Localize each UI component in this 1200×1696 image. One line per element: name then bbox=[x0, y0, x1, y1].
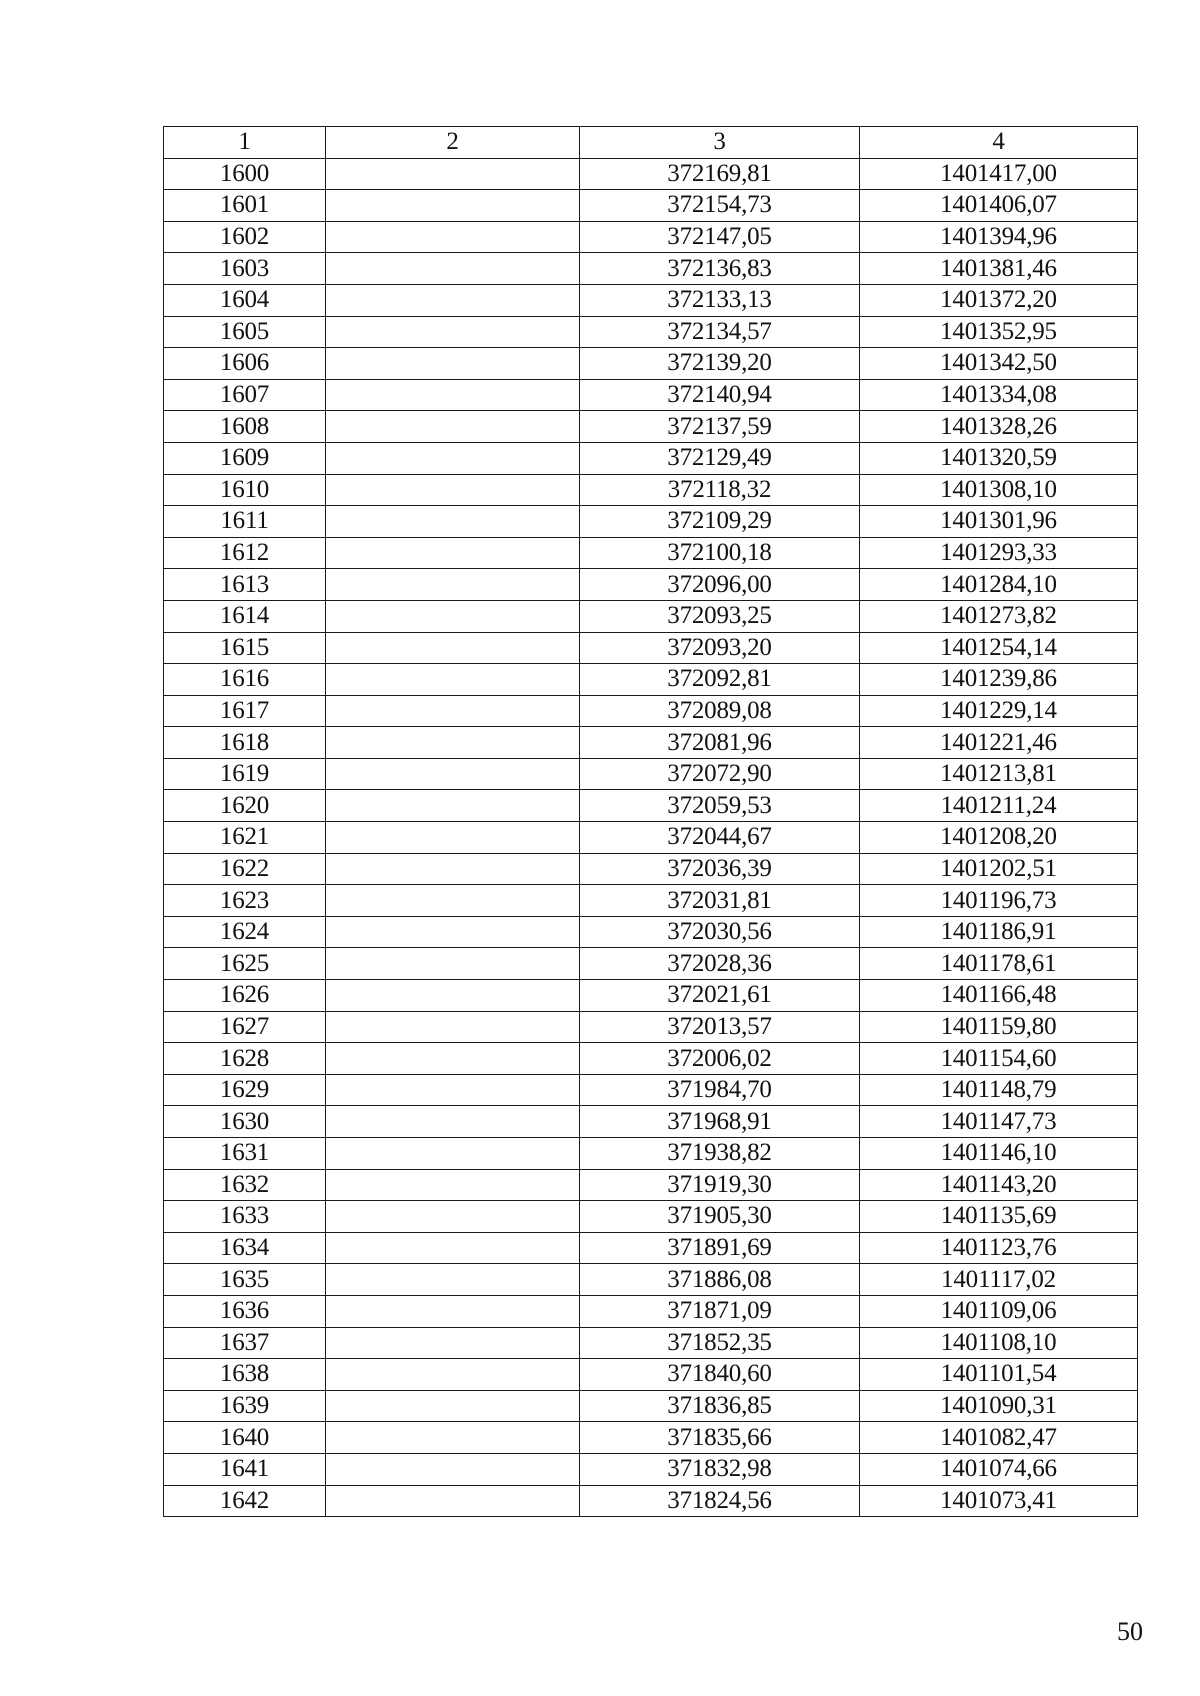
point-number-cell: 1621 bbox=[164, 822, 326, 854]
x-coordinate-cell: 372139,20 bbox=[580, 348, 860, 380]
y-coordinate-cell: 1401342,50 bbox=[860, 348, 1138, 380]
table-row bbox=[164, 948, 1138, 980]
table-row bbox=[164, 1043, 1138, 1075]
y-coordinate-cell: 1401166,48 bbox=[860, 980, 1138, 1012]
y-coordinate-cell: 1401196,73 bbox=[860, 885, 1138, 917]
x-coordinate-cell: 372081,96 bbox=[580, 727, 860, 759]
x-coordinate-cell: 371891,69 bbox=[580, 1232, 860, 1264]
y-coordinate-cell: 1401229,14 bbox=[860, 695, 1138, 727]
point-number-cell: 1635 bbox=[164, 1264, 326, 1296]
x-coordinate-cell: 372031,81 bbox=[580, 885, 860, 917]
table-row bbox=[164, 411, 1138, 443]
point-number-cell: 1630 bbox=[164, 1106, 326, 1138]
table-row bbox=[164, 822, 1138, 854]
table-row bbox=[164, 221, 1138, 253]
description-cell bbox=[326, 1011, 580, 1043]
table-row bbox=[164, 916, 1138, 948]
table-row bbox=[164, 1169, 1138, 1201]
point-number-cell: 1636 bbox=[164, 1295, 326, 1327]
x-coordinate-cell: 371852,35 bbox=[580, 1327, 860, 1359]
table-row bbox=[164, 474, 1138, 506]
y-coordinate-cell: 1401406,07 bbox=[860, 190, 1138, 222]
x-coordinate-cell: 372140,94 bbox=[580, 379, 860, 411]
x-coordinate-cell: 372137,59 bbox=[580, 411, 860, 443]
y-coordinate-cell: 1401108,10 bbox=[860, 1327, 1138, 1359]
x-coordinate-cell: 372129,49 bbox=[580, 442, 860, 474]
point-number-cell: 1637 bbox=[164, 1327, 326, 1359]
x-coordinate-cell: 372093,25 bbox=[580, 600, 860, 632]
x-coordinate-cell: 371905,30 bbox=[580, 1201, 860, 1233]
description-cell bbox=[326, 948, 580, 980]
description-cell bbox=[326, 1106, 580, 1138]
point-number-cell: 1625 bbox=[164, 948, 326, 980]
table-row bbox=[164, 1232, 1138, 1264]
column-header-1: 1 bbox=[164, 127, 326, 159]
y-coordinate-cell: 1401202,51 bbox=[860, 853, 1138, 885]
point-number-cell: 1638 bbox=[164, 1359, 326, 1391]
y-coordinate-cell: 1401293,33 bbox=[860, 537, 1138, 569]
table-row bbox=[164, 1390, 1138, 1422]
point-number-cell: 1610 bbox=[164, 474, 326, 506]
x-coordinate-cell: 372136,83 bbox=[580, 253, 860, 285]
y-coordinate-cell: 1401117,02 bbox=[860, 1264, 1138, 1296]
point-number-cell: 1600 bbox=[164, 158, 326, 190]
table-row bbox=[164, 1422, 1138, 1454]
table-row bbox=[164, 379, 1138, 411]
x-coordinate-cell: 372096,00 bbox=[580, 569, 860, 601]
column-header-2: 2 bbox=[326, 127, 580, 159]
point-number-cell: 1616 bbox=[164, 664, 326, 696]
point-number-cell: 1632 bbox=[164, 1169, 326, 1201]
table-body bbox=[164, 127, 1138, 1517]
description-cell bbox=[326, 822, 580, 854]
description-cell bbox=[326, 1074, 580, 1106]
point-number-cell: 1642 bbox=[164, 1485, 326, 1517]
y-coordinate-cell: 1401254,14 bbox=[860, 632, 1138, 664]
x-coordinate-cell: 372072,90 bbox=[580, 758, 860, 790]
table-row bbox=[164, 632, 1138, 664]
x-coordinate-cell: 372059,53 bbox=[580, 790, 860, 822]
table-row bbox=[164, 1453, 1138, 1485]
description-cell bbox=[326, 1201, 580, 1233]
description-cell bbox=[326, 916, 580, 948]
y-coordinate-cell: 1401082,47 bbox=[860, 1422, 1138, 1454]
y-coordinate-cell: 1401328,26 bbox=[860, 411, 1138, 443]
x-coordinate-cell: 372092,81 bbox=[580, 664, 860, 696]
description-cell bbox=[326, 1295, 580, 1327]
description-cell bbox=[326, 1453, 580, 1485]
table-row bbox=[164, 758, 1138, 790]
point-number-cell: 1631 bbox=[164, 1138, 326, 1170]
description-cell bbox=[326, 885, 580, 917]
description-cell bbox=[326, 284, 580, 316]
point-number-cell: 1615 bbox=[164, 632, 326, 664]
x-coordinate-cell: 372147,05 bbox=[580, 221, 860, 253]
point-number-cell: 1639 bbox=[164, 1390, 326, 1422]
page-number: 50 bbox=[1117, 1617, 1143, 1646]
y-coordinate-cell: 1401186,91 bbox=[860, 916, 1138, 948]
table-row bbox=[164, 284, 1138, 316]
y-coordinate-cell: 1401147,73 bbox=[860, 1106, 1138, 1138]
point-number-cell: 1605 bbox=[164, 316, 326, 348]
y-coordinate-cell: 1401143,20 bbox=[860, 1169, 1138, 1201]
table-row bbox=[164, 600, 1138, 632]
point-number-cell: 1641 bbox=[164, 1453, 326, 1485]
x-coordinate-cell: 371871,09 bbox=[580, 1295, 860, 1327]
table-row bbox=[164, 885, 1138, 917]
point-number-cell: 1619 bbox=[164, 758, 326, 790]
y-coordinate-cell: 1401211,24 bbox=[860, 790, 1138, 822]
description-cell bbox=[326, 1327, 580, 1359]
description-cell bbox=[326, 1232, 580, 1264]
description-cell bbox=[326, 1169, 580, 1201]
point-number-cell: 1606 bbox=[164, 348, 326, 380]
x-coordinate-cell: 372100,18 bbox=[580, 537, 860, 569]
y-coordinate-cell: 1401090,31 bbox=[860, 1390, 1138, 1422]
description-cell bbox=[326, 158, 580, 190]
y-coordinate-cell: 1401334,08 bbox=[860, 379, 1138, 411]
table-row bbox=[164, 348, 1138, 380]
x-coordinate-cell: 372028,36 bbox=[580, 948, 860, 980]
point-number-cell: 1601 bbox=[164, 190, 326, 222]
table-row bbox=[164, 537, 1138, 569]
x-coordinate-cell: 371984,70 bbox=[580, 1074, 860, 1106]
point-number-cell: 1609 bbox=[164, 442, 326, 474]
y-coordinate-cell: 1401221,46 bbox=[860, 727, 1138, 759]
y-coordinate-cell: 1401208,20 bbox=[860, 822, 1138, 854]
point-number-cell: 1608 bbox=[164, 411, 326, 443]
description-cell bbox=[326, 348, 580, 380]
description-cell bbox=[326, 632, 580, 664]
x-coordinate-cell: 372133,13 bbox=[580, 284, 860, 316]
description-cell bbox=[326, 379, 580, 411]
description-cell bbox=[326, 1390, 580, 1422]
description-cell bbox=[326, 537, 580, 569]
point-number-cell: 1626 bbox=[164, 980, 326, 1012]
point-number-cell: 1640 bbox=[164, 1422, 326, 1454]
y-coordinate-cell: 1401154,60 bbox=[860, 1043, 1138, 1075]
y-coordinate-cell: 1401074,66 bbox=[860, 1453, 1138, 1485]
description-cell bbox=[326, 316, 580, 348]
table-row bbox=[164, 190, 1138, 222]
x-coordinate-cell: 371836,85 bbox=[580, 1390, 860, 1422]
point-number-cell: 1622 bbox=[164, 853, 326, 885]
description-cell bbox=[326, 1043, 580, 1075]
point-number-cell: 1617 bbox=[164, 695, 326, 727]
table-row bbox=[164, 1485, 1138, 1517]
x-coordinate-cell: 371840,60 bbox=[580, 1359, 860, 1391]
x-coordinate-cell: 371824,56 bbox=[580, 1485, 860, 1517]
description-cell bbox=[326, 190, 580, 222]
table-row bbox=[164, 506, 1138, 538]
y-coordinate-cell: 1401148,79 bbox=[860, 1074, 1138, 1106]
table-row bbox=[164, 442, 1138, 474]
x-coordinate-cell: 371832,98 bbox=[580, 1453, 860, 1485]
point-number-cell: 1624 bbox=[164, 916, 326, 948]
description-cell bbox=[326, 506, 580, 538]
y-coordinate-cell: 1401284,10 bbox=[860, 569, 1138, 601]
description-cell bbox=[326, 1422, 580, 1454]
y-coordinate-cell: 1401352,95 bbox=[860, 316, 1138, 348]
point-number-cell: 1614 bbox=[164, 600, 326, 632]
x-coordinate-cell: 372006,02 bbox=[580, 1043, 860, 1075]
point-number-cell: 1627 bbox=[164, 1011, 326, 1043]
description-cell bbox=[326, 474, 580, 506]
table-row bbox=[164, 1327, 1138, 1359]
table-row bbox=[164, 1138, 1138, 1170]
point-number-cell: 1611 bbox=[164, 506, 326, 538]
y-coordinate-cell: 1401109,06 bbox=[860, 1295, 1138, 1327]
table-row bbox=[164, 253, 1138, 285]
x-coordinate-cell: 372021,61 bbox=[580, 980, 860, 1012]
table-row bbox=[164, 1264, 1138, 1296]
point-number-cell: 1633 bbox=[164, 1201, 326, 1233]
coordinates-table bbox=[163, 126, 1138, 1517]
table-row bbox=[164, 790, 1138, 822]
x-coordinate-cell: 372089,08 bbox=[580, 695, 860, 727]
y-coordinate-cell: 1401273,82 bbox=[860, 600, 1138, 632]
table-row bbox=[164, 158, 1138, 190]
point-number-cell: 1620 bbox=[164, 790, 326, 822]
y-coordinate-cell: 1401101,54 bbox=[860, 1359, 1138, 1391]
description-cell bbox=[326, 600, 580, 632]
point-number-cell: 1603 bbox=[164, 253, 326, 285]
x-coordinate-cell: 372013,57 bbox=[580, 1011, 860, 1043]
point-number-cell: 1618 bbox=[164, 727, 326, 759]
y-coordinate-cell: 1401073,41 bbox=[860, 1485, 1138, 1517]
description-cell bbox=[326, 1485, 580, 1517]
y-coordinate-cell: 1401372,20 bbox=[860, 284, 1138, 316]
point-number-cell: 1634 bbox=[164, 1232, 326, 1264]
table-row bbox=[164, 727, 1138, 759]
description-cell bbox=[326, 1264, 580, 1296]
x-coordinate-cell: 372134,57 bbox=[580, 316, 860, 348]
x-coordinate-cell: 372093,20 bbox=[580, 632, 860, 664]
point-number-cell: 1612 bbox=[164, 537, 326, 569]
x-coordinate-cell: 371919,30 bbox=[580, 1169, 860, 1201]
x-coordinate-cell: 372109,29 bbox=[580, 506, 860, 538]
x-coordinate-cell: 372169,81 bbox=[580, 158, 860, 190]
description-cell bbox=[326, 790, 580, 822]
point-number-cell: 1623 bbox=[164, 885, 326, 917]
header-row bbox=[164, 127, 1138, 159]
y-coordinate-cell: 1401381,46 bbox=[860, 253, 1138, 285]
point-number-cell: 1628 bbox=[164, 1043, 326, 1075]
point-number-cell: 1604 bbox=[164, 284, 326, 316]
description-cell bbox=[326, 853, 580, 885]
point-number-cell: 1629 bbox=[164, 1074, 326, 1106]
description-cell bbox=[326, 980, 580, 1012]
table-row bbox=[164, 1201, 1138, 1233]
x-coordinate-cell: 371938,82 bbox=[580, 1138, 860, 1170]
y-coordinate-cell: 1401301,96 bbox=[860, 506, 1138, 538]
y-coordinate-cell: 1401159,80 bbox=[860, 1011, 1138, 1043]
x-coordinate-cell: 372030,56 bbox=[580, 916, 860, 948]
description-cell bbox=[326, 411, 580, 443]
y-coordinate-cell: 1401308,10 bbox=[860, 474, 1138, 506]
column-header-3: 3 bbox=[580, 127, 860, 159]
description-cell bbox=[326, 758, 580, 790]
y-coordinate-cell: 1401178,61 bbox=[860, 948, 1138, 980]
description-cell bbox=[326, 253, 580, 285]
table-row bbox=[164, 1359, 1138, 1391]
y-coordinate-cell: 1401146,10 bbox=[860, 1138, 1138, 1170]
x-coordinate-cell: 371835,66 bbox=[580, 1422, 860, 1454]
y-coordinate-cell: 1401123,76 bbox=[860, 1232, 1138, 1264]
column-header-4: 4 bbox=[860, 127, 1138, 159]
y-coordinate-cell: 1401320,59 bbox=[860, 442, 1138, 474]
table-row bbox=[164, 980, 1138, 1012]
table-row bbox=[164, 1295, 1138, 1327]
table-row bbox=[164, 853, 1138, 885]
x-coordinate-cell: 371886,08 bbox=[580, 1264, 860, 1296]
description-cell bbox=[326, 1359, 580, 1391]
table-row bbox=[164, 695, 1138, 727]
point-number-cell: 1607 bbox=[164, 379, 326, 411]
table-row bbox=[164, 664, 1138, 696]
y-coordinate-cell: 1401135,69 bbox=[860, 1201, 1138, 1233]
y-coordinate-cell: 1401394,96 bbox=[860, 221, 1138, 253]
y-coordinate-cell: 1401417,00 bbox=[860, 158, 1138, 190]
description-cell bbox=[326, 1138, 580, 1170]
description-cell bbox=[326, 727, 580, 759]
y-coordinate-cell: 1401239,86 bbox=[860, 664, 1138, 696]
table-row bbox=[164, 1106, 1138, 1138]
x-coordinate-cell: 371968,91 bbox=[580, 1106, 860, 1138]
description-cell bbox=[326, 695, 580, 727]
x-coordinate-cell: 372118,32 bbox=[580, 474, 860, 506]
table-row bbox=[164, 316, 1138, 348]
table-row bbox=[164, 569, 1138, 601]
table-row bbox=[164, 1074, 1138, 1106]
description-cell bbox=[326, 569, 580, 601]
description-cell bbox=[326, 442, 580, 474]
point-number-cell: 1613 bbox=[164, 569, 326, 601]
x-coordinate-cell: 372036,39 bbox=[580, 853, 860, 885]
point-number-cell: 1602 bbox=[164, 221, 326, 253]
x-coordinate-cell: 372044,67 bbox=[580, 822, 860, 854]
description-cell bbox=[326, 664, 580, 696]
description-cell bbox=[326, 221, 580, 253]
x-coordinate-cell: 372154,73 bbox=[580, 190, 860, 222]
table-row bbox=[164, 1011, 1138, 1043]
y-coordinate-cell: 1401213,81 bbox=[860, 758, 1138, 790]
